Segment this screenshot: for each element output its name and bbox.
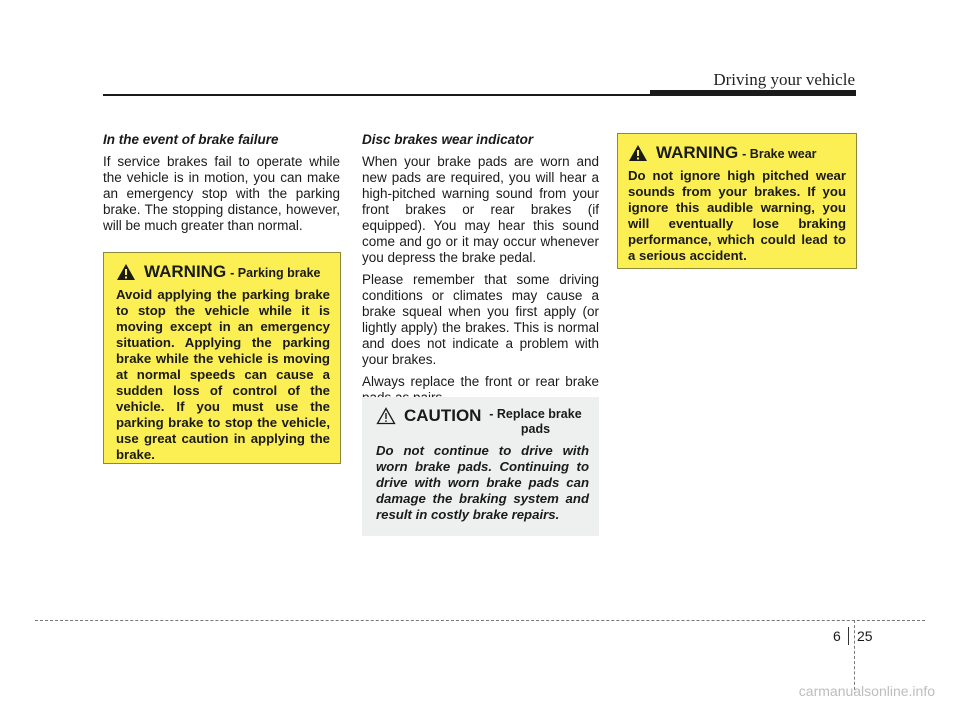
- paragraph-wear-indicator-1: When your brake pads are worn and new pads are required, you will hear a high-pitched warning sound from your front brakes or rear brakes (if equipped). You may hear this sound come and go or it may occur whenever you depress the brake pedal.: [362, 154, 599, 265]
- page-number-separator: [848, 627, 849, 645]
- warning-box-brake-wear: [617, 133, 857, 269]
- header-rule: [103, 94, 855, 96]
- paragraph-wear-indicator-2: Please remember that some driving conditions or climates may cause a brake squeal when you first apply (or lightly apply) the brakes. This is normal and does not indicate a problem with your brakes.: [362, 272, 599, 367]
- paragraph-wear-indicator-3: Always replace the front or rear brake: [362, 374, 599, 389]
- section-heading-disc-brakes: Disc brakes wear indicator: [362, 132, 534, 147]
- warning-header: [116, 263, 330, 281]
- chapter-number: 6: [833, 628, 841, 644]
- caution-body: Do not continue to drive with worn brake pads. Continuing to drive with worn brake pads can damage the braking system and result in costly brake repairs.: [376, 443, 589, 522]
- warning-label: WARNING: [144, 262, 227, 281]
- paragraph-brake-failure: If service brakes fail to operate while the vehicle is in motion, you can make an emergency stop with the parking brake. The stopping distance, however, will be much greater than normal.: [103, 154, 340, 233]
- middle-column: [362, 132, 599, 412]
- warning-body: Avoid applying the parking brake to stop the vehicle while it is moving except in an emergency situation. Applying the parking brake while the vehicle is moving at normal speeds can cause a sudden loss of control of the vehicle. If you must use the parking brake to stop the vehicle, use great caution in applying the brake.: [116, 287, 330, 462]
- caution-label: CAUTION: [404, 406, 482, 425]
- section-heading-brake-failure: In the event of brake failure: [103, 132, 279, 147]
- caution-subtitle: - Replace brake pads: [489, 407, 582, 436]
- warning-subtitle: - Parking brake: [230, 266, 321, 280]
- warning-label: WARNING: [656, 143, 739, 162]
- warning-triangle-icon: [628, 144, 648, 162]
- caution-triangle-icon: [376, 407, 396, 425]
- page-header-title: Driving your vehicle: [713, 70, 855, 89]
- warning-body: Do not ignore high pitched wear sounds from your brakes. If you ignore this audible warning, you will eventually lose braking performance, which could lead to a serious accident.: [628, 168, 846, 263]
- warning-header: [628, 144, 846, 162]
- caution-header: [376, 407, 589, 437]
- warning-subtitle: - Brake wear: [742, 147, 817, 161]
- warning-box-parking-brake: [103, 252, 341, 464]
- footer-rule: [35, 620, 925, 621]
- warning-triangle-icon: [116, 263, 136, 281]
- caution-box-replace-pads: [362, 397, 599, 536]
- left-column: [103, 132, 340, 240]
- page-number: 25: [857, 628, 873, 644]
- watermark-text: carmanualsonline.info: [798, 683, 935, 699]
